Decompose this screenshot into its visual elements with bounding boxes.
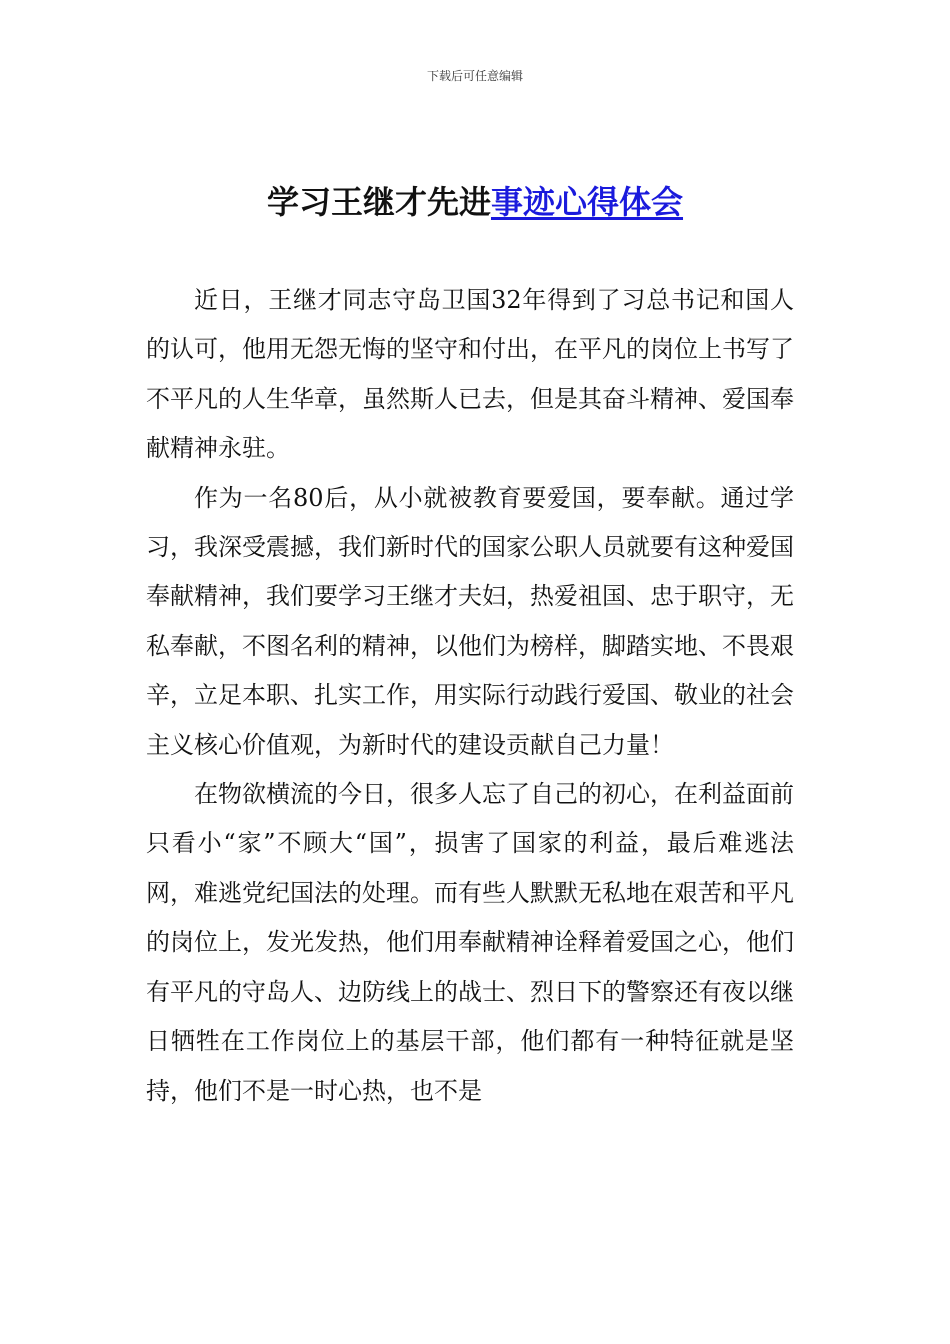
paragraph-1: 近日，王继才同志守岛卫国32年得到了习总书记和国人的认可，他用无怨无悔的坚守和付出，在平凡的岗位上书写了不平凡的人生华章，虽然斯人已去，但是其奋斗精神、爱国奉献精神永驻。 [146,286,794,463]
document-title [0,178,950,226]
title-link[interactable]: 事迹心得体会 [491,183,684,221]
document-body [146,276,794,1116]
header-note: 下载后可任意编辑 [426,69,523,83]
paragraph-2: 作为一名80后，从小就被教育要爱国，要奉献。通过学习，我深受震撼，我们新时代的国家公职人员就要有这种爱国奉献精神，我们要学习王继才夫妇，热爱祖国、忠于职守，无私奉献，不图名利的精神，以他们为榜样，脚踏实地、不畏艰辛，立足本职、扎实工作，用实际行动践行爱国、敬业的社会主义核心价值观，为新时代的建设贡献自己力量！ [146,483,794,759]
title-plain-text: 学习王继才先进 [266,183,491,221]
paragraph-3: 在物欲横流的今日，很多人忘了自己的初心，在利益面前只看小“家”不顾大“国”，损害了国家的利益，最后难逃法网，难逃党纪国法的处理。而有些人默默无私地在艰苦和平凡的岗位上，发光发热，他们用奉献精神诠释着爱国之心，他们有平凡的守岛人、边防线上的战士、烈日下的警察还有夜以继日牺牲在工作岗位上的基层干部，他们都有一种特征就是坚持，他们不是一时心热，也不是 [146,780,794,1105]
